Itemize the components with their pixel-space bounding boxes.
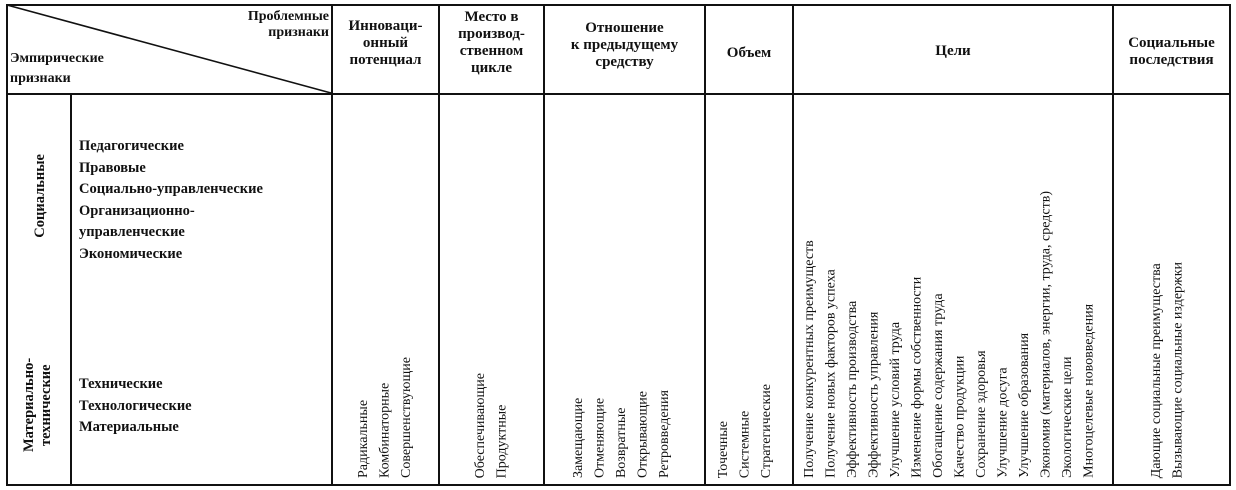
value-item: Улучшение условий труда bbox=[888, 322, 903, 478]
feature-item: управленческие bbox=[79, 224, 185, 240]
value-item: Обогащение содержания труда bbox=[931, 293, 946, 478]
category-social: Социальные bbox=[32, 154, 48, 238]
place-values bbox=[470, 373, 513, 478]
empirical-label: Эмпирические признаки bbox=[10, 51, 104, 86]
header-goals: Цели bbox=[935, 43, 971, 59]
value-item: Получение конкурентных преимуществ bbox=[802, 240, 817, 478]
header-volume: Объем bbox=[726, 45, 772, 61]
feature-item: Правовые bbox=[79, 159, 146, 176]
problem-label: Проблемные признаки bbox=[247, 9, 329, 40]
value-item: Отменяющие bbox=[592, 397, 608, 478]
col-line-1 bbox=[70, 93, 72, 486]
value-item: Экономия (материалов, энергии, труда, средств) bbox=[1038, 191, 1054, 478]
value-item: Изменение формы собственности bbox=[909, 276, 925, 478]
innovation-values bbox=[353, 357, 418, 478]
value-item: Дающие социальные преимущества bbox=[1149, 262, 1164, 478]
social-values bbox=[1146, 262, 1189, 478]
feature-item: Материальные bbox=[79, 419, 179, 435]
value-item: Замещающие bbox=[571, 397, 586, 478]
col-line-7 bbox=[1112, 4, 1114, 486]
value-item: Возвратные bbox=[614, 407, 629, 478]
feature-item: Технологические bbox=[79, 397, 192, 414]
value-item: Открывающие bbox=[635, 390, 651, 478]
value-item: Системные bbox=[737, 410, 753, 478]
volume-values bbox=[713, 384, 778, 478]
value-item: Многоцелевые нововведения bbox=[1081, 304, 1097, 478]
material-features-list bbox=[79, 374, 192, 439]
value-item: Радикальные bbox=[356, 399, 371, 478]
value-item: Сохранение здоровья bbox=[974, 350, 989, 478]
value-item: Эффективность производства bbox=[845, 300, 860, 478]
value-item: Обеспечивающие bbox=[473, 372, 488, 478]
col-line-5 bbox=[704, 4, 706, 486]
value-item: Стратегические bbox=[759, 383, 774, 478]
value-item: Продуктные bbox=[494, 404, 510, 478]
header-social-consequences: Социальные последствия bbox=[1128, 35, 1215, 68]
feature-item: Организационно- bbox=[79, 202, 195, 219]
value-item: Точечные bbox=[716, 420, 731, 478]
value-item: Получение новых факторов успеха bbox=[823, 269, 839, 478]
feature-item: Педагогические bbox=[79, 138, 184, 154]
value-item: Улучшение досуга bbox=[995, 367, 1011, 478]
value-item: Эффективность управления bbox=[866, 311, 882, 478]
value-item: Экологические цели bbox=[1060, 356, 1075, 478]
category-material: Материально- технические bbox=[21, 357, 54, 453]
value-item: Совершенствующие bbox=[399, 357, 414, 478]
innovation-classification-table bbox=[6, 4, 1231, 486]
value-item: Вызывающие социальные издержки bbox=[1170, 261, 1186, 478]
col-line-4 bbox=[543, 4, 545, 486]
social-features-list bbox=[79, 136, 263, 265]
feature-item: Экономические bbox=[79, 245, 183, 262]
feature-item: Технические bbox=[79, 376, 163, 392]
value-item: Комбинаторные bbox=[377, 382, 393, 478]
border-right bbox=[1229, 4, 1231, 486]
value-item: Ретровведения bbox=[657, 389, 672, 478]
feature-item: Социально-управленческие bbox=[79, 181, 263, 197]
col-line-6 bbox=[792, 4, 794, 486]
value-item: Улучшение образования bbox=[1017, 333, 1032, 478]
header-place: Место в производ- ственном цикле bbox=[458, 9, 525, 76]
value-item: Качество продукции bbox=[952, 355, 968, 478]
goals-values bbox=[799, 191, 1100, 478]
relation-values bbox=[568, 390, 676, 478]
border-bottom bbox=[6, 484, 1231, 486]
header-innovation: Инноваци- онный потенциал bbox=[348, 18, 423, 68]
header-relation: Отношение к предыдущему средству bbox=[570, 20, 679, 70]
